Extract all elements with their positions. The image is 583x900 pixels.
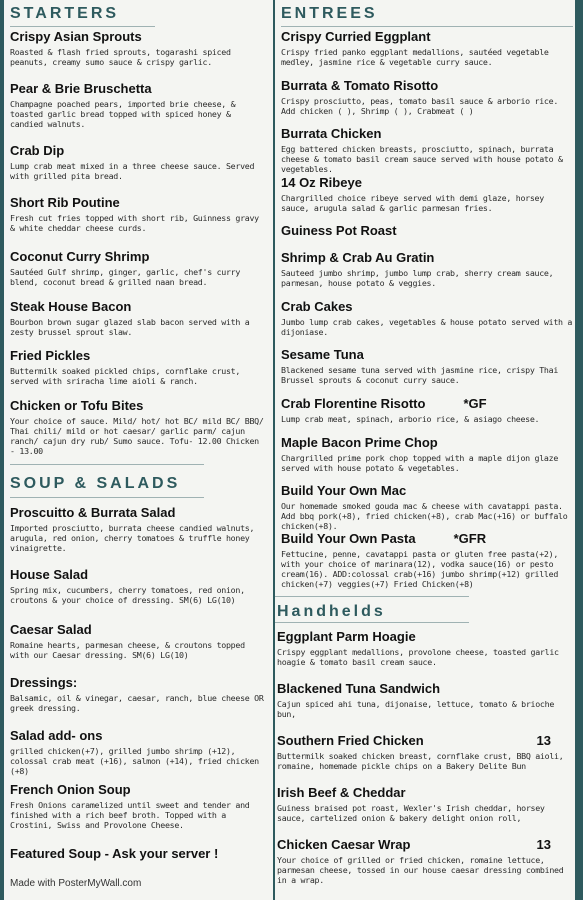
menu-item: Guiness Pot Roast bbox=[281, 223, 397, 238]
menu-item: Salad add- ons grilled chicken(+7), grilled jumbo shrimp (+12), colossal crab meat (+16), salmon (+14), fried chicken (+8) bbox=[10, 728, 259, 776]
menu-item: Burrata Chicken Egg battered chicken breasts, prosciutto, spinach, burrata cheese & tomato basil cream sauce served with house potato & vegetables. bbox=[281, 126, 563, 174]
menu-item: Chicken Caesar Wrap 13 Your choice of grilled or fried chicken, romaine lettuce, parmesan cheese, tossed in our house caesar dressing combined in a wrap. bbox=[277, 837, 569, 885]
menu-item: House Salad Spring mix, cucumbers, cherry tomatoes, red onion, croutons & your choice of dressing. SM(6) LG(10) bbox=[10, 567, 245, 605]
menu-item: Irish Beef & Cheddar Guiness braised pot roast, Wexler's Irish cheddar, horsey sauce, cartelized onion & bakery delight onion roll, bbox=[277, 785, 545, 823]
menu-item: Maple Bacon Prime Chop Chargrilled prime pork chop topped with a maple dijon glaze served with house potato & vegetables. bbox=[281, 435, 559, 473]
menu-item: Build Your Own Pasta *GFR Fettucine, penne, cavatappi pasta or gluten free pasta(+2), with your choice of marinara(12), vodka sauce(16) or pesto cream(16). ADD:colossal crab(+16) jumbo shrimp(+12) grilled chicken(+7) veggies(+7) Fried Chicken(+8) bbox=[281, 531, 559, 589]
right-edge-band bbox=[575, 0, 583, 900]
menu-item: Southern Fried Chicken 13 Buttermilk soaked chicken breast, cornflake crust, BBQ aioli, romaine, homemade pickle chips on a Bakery Delite Bun bbox=[277, 733, 569, 771]
menu-item: Crab Florentine Risotto *GF Lump crab meat, spinach, arborio rice, & asiago cheese. bbox=[281, 396, 540, 424]
menu-item: Blackened Tuna Sandwich Cajun spiced ahi tuna, dijonaise, lettuce, tomato & brioche bun, bbox=[277, 681, 555, 719]
left-column bbox=[10, 0, 268, 900]
menu-item: 14 Oz Ribeye Chargrilled choice ribeye served with demi glaze, horsey sauce, arugula salad & garlic parmesan fries. bbox=[281, 175, 544, 213]
menu-item: Pear & Brie Bruschetta Champagne poached pears, imported brie cheese, & toasted garlic bread topped with spiced honey & candied walnuts. bbox=[10, 81, 236, 129]
price-label: 13 bbox=[536, 733, 551, 748]
soups-top-rule bbox=[10, 464, 204, 465]
price-label: 13 bbox=[536, 837, 551, 852]
menu-item: Sesame Tuna Blackened sesame tuna served with jasmine rice, crispy Thai Brussel sprouts & coconut curry sauce. bbox=[281, 347, 559, 385]
column-divider bbox=[273, 0, 275, 900]
entrees-section-title: ENTREES bbox=[281, 5, 378, 22]
menu-item: Eggplant Parm Hoagie Crispy eggplant medallions, provolone cheese, toasted garlic hoagie & tomato basil cream sauce. bbox=[277, 629, 559, 667]
menu-item: French Onion Soup Fresh Onions caramelized until sweet and tender and finished with a rich beef broth. Topped with a Crostini, Swiss and Provolone Cheese. bbox=[10, 782, 250, 830]
handhelds-top-rule bbox=[275, 596, 469, 597]
menu-item: Coconut Curry Shrimp Sautéed Gulf shrimp, ginger, garlic, chef's curry blend, coconut bread & grilled naan bread. bbox=[10, 249, 241, 287]
menu-item: Short Rib Poutine Fresh cut fries topped with short rib, Guinness gravy & white cheddar cheese curds. bbox=[10, 195, 259, 233]
menu-item: Steak House Bacon Bourbon brown sugar glazed slab bacon served with a zesty brussel sprout slaw. bbox=[10, 299, 250, 337]
menu-item: Crab Dip Lump crab meat mixed in a three cheese sauce. Served with grilled pita bread. bbox=[10, 143, 255, 181]
starters-rule bbox=[10, 26, 155, 27]
menu-item: Shrimp & Crab Au Gratin Sauteed jumbo shrimp, jumbo lump crab, sherry cream sauce, parmesan, house potato & veggies. bbox=[281, 250, 554, 288]
menu-item: Fried Pickles Buttermilk soaked pickled chips, cornflake crust, served with sriracha lime aioli & ranch. bbox=[10, 348, 241, 386]
footer-credit: Made with PosterMyWall.com bbox=[10, 878, 142, 889]
menu-item: Crispy Asian Sprouts Roasted & flash fried sprouts, togarashi spiced peanuts, creamy sumo sauce & crispy garlic. bbox=[10, 29, 231, 67]
entrees-rule bbox=[281, 26, 573, 27]
menu-item: Proscuitto & Burrata Salad Imported prosciutto, burrata cheese candied walnuts, arugula, red onion, cherry tomatoes & truffle honey vinaigrette. bbox=[10, 505, 255, 553]
menu-item: Burrata & Tomato Risotto Crispy prosciutto, peas, tomato basil sauce & arborio rice. Add chicken ( ), Shrimp ( ), Crabmeat ( ) bbox=[281, 78, 559, 116]
soups-rule bbox=[10, 497, 204, 498]
soups-section-title: SOUP & SALADS bbox=[10, 475, 181, 492]
menu-item: Featured Soup - Ask your server ! bbox=[10, 846, 219, 861]
right-column bbox=[277, 0, 573, 900]
menu-item: Caesar Salad Romaine hearts, parmesan cheese, & croutons topped with our Caesar dressing. SM(6) LG(10) bbox=[10, 622, 245, 660]
gluten-free-tag: *GF bbox=[463, 396, 487, 411]
menu-item: Crab Cakes Jumbo lump crab cakes, vegetables & house potato served with a dijoniase. bbox=[281, 299, 573, 337]
left-edge-band bbox=[0, 0, 4, 900]
handhelds-rule bbox=[275, 622, 469, 623]
gluten-free-request-tag: *GFR bbox=[453, 531, 487, 546]
menu-item: Crispy Curried Eggplant Crispy fried panko eggplant medallions, sautéed vegetable medley, jasmine rice & vegetable curry sauce. bbox=[281, 29, 549, 67]
menu-item: Dressings: Balsamic, oil & vinegar, caesar, ranch, blue cheese OR greek dressing. bbox=[10, 675, 264, 713]
menu-item: Chicken or Tofu Bites Your choice of sauce. Mild/ hot/ hot BC/ mild BC/ BBQ/ Thai chili/ mild or hot caesar/ garlic parm/ cajun ranch/ cajun dry rub/ Sumo sauce. Tofu- 12.00 Chicken - 13.00 bbox=[10, 398, 264, 456]
starters-section-title: STARTERS bbox=[10, 5, 120, 22]
menu-item: Build Your Own Mac Our homemade smoked gouda mac & cheese with cavatappi pasta. Add bbq pork(+8), fried chicken(+8), crab Mac(+16) or buffalo chicken(+8). bbox=[281, 483, 568, 531]
handhelds-section-title: Handhelds bbox=[277, 603, 386, 620]
